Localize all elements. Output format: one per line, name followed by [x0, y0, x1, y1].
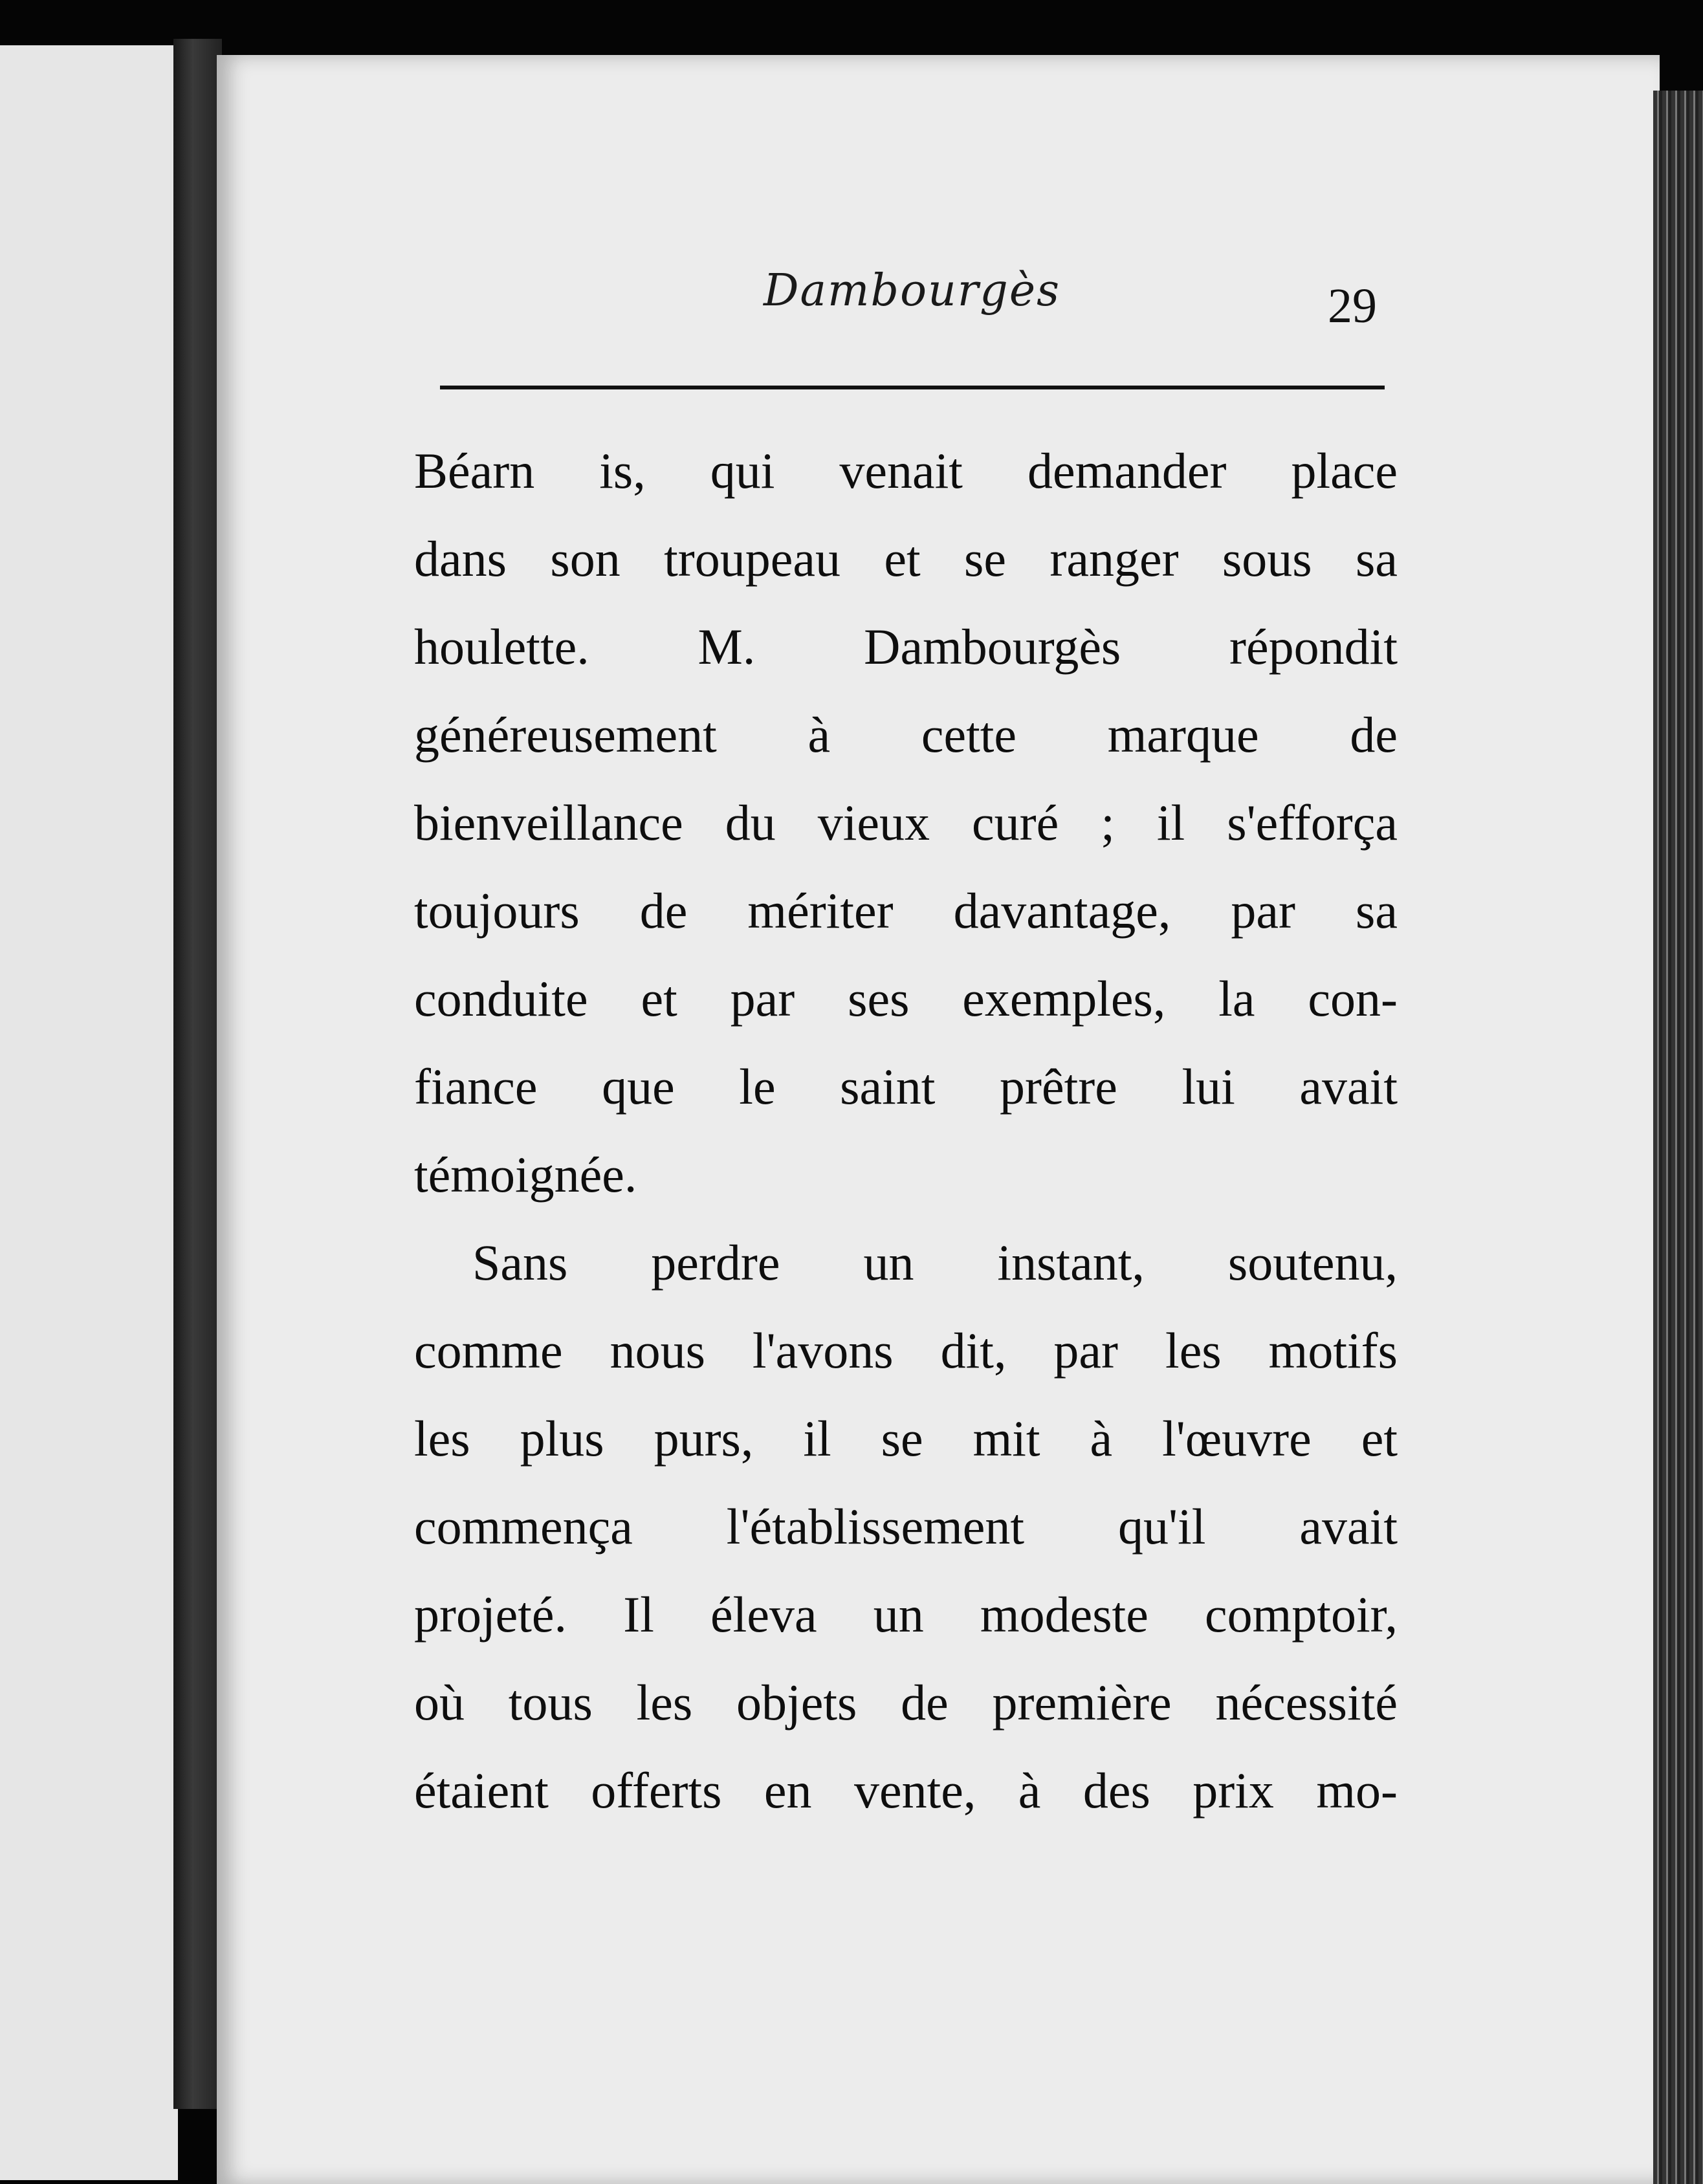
page-number: 29: [1328, 279, 1377, 333]
paragraph-1: [414, 427, 1398, 1219]
header-rule: [440, 386, 1385, 389]
page-stack-edges: [1653, 91, 1703, 2184]
text-line: témoignée.: [414, 1146, 637, 1203]
running-head-title: Dambourgès: [764, 265, 1060, 316]
text-line: dans son troupeau et se ranger sous sa: [414, 530, 1398, 587]
text-line: Béarn is, qui venait demander place: [414, 442, 1398, 499]
text-line: houlette. M. Dambourgès répondit: [414, 618, 1398, 675]
text-line: fiance que le saint prêtre lui avait: [414, 1058, 1398, 1115]
text-line: comme nous l'avons dit, par les motifs: [414, 1322, 1398, 1379]
book-gutter: [173, 39, 222, 2109]
text-line: les plus purs, il se mit à l'œuvre et: [414, 1410, 1398, 1467]
previous-page-edge: [0, 45, 178, 2180]
text-line: bienveillance du vieux curé ; il s'efforça: [414, 794, 1398, 851]
text-line: commença l'établissement qu'il avait: [414, 1498, 1398, 1555]
text-line: Sans perdre un instant, soutenu,: [472, 1234, 1398, 1291]
text-line: où tous les objets de première nécessité: [414, 1674, 1398, 1731]
paragraph-2: [414, 1219, 1398, 1835]
text-line: généreusement à cette marque de: [414, 706, 1398, 763]
body-text: [414, 427, 1398, 1835]
text-line: toujours de mériter davantage, par sa: [414, 882, 1398, 939]
text-line: projeté. Il éleva un modeste comptoir,: [414, 1586, 1398, 1643]
text-line: étaient offerts en vente, à des prix mo-: [414, 1762, 1398, 1818]
text-line: conduite et par ses exemples, la con-: [414, 970, 1398, 1027]
